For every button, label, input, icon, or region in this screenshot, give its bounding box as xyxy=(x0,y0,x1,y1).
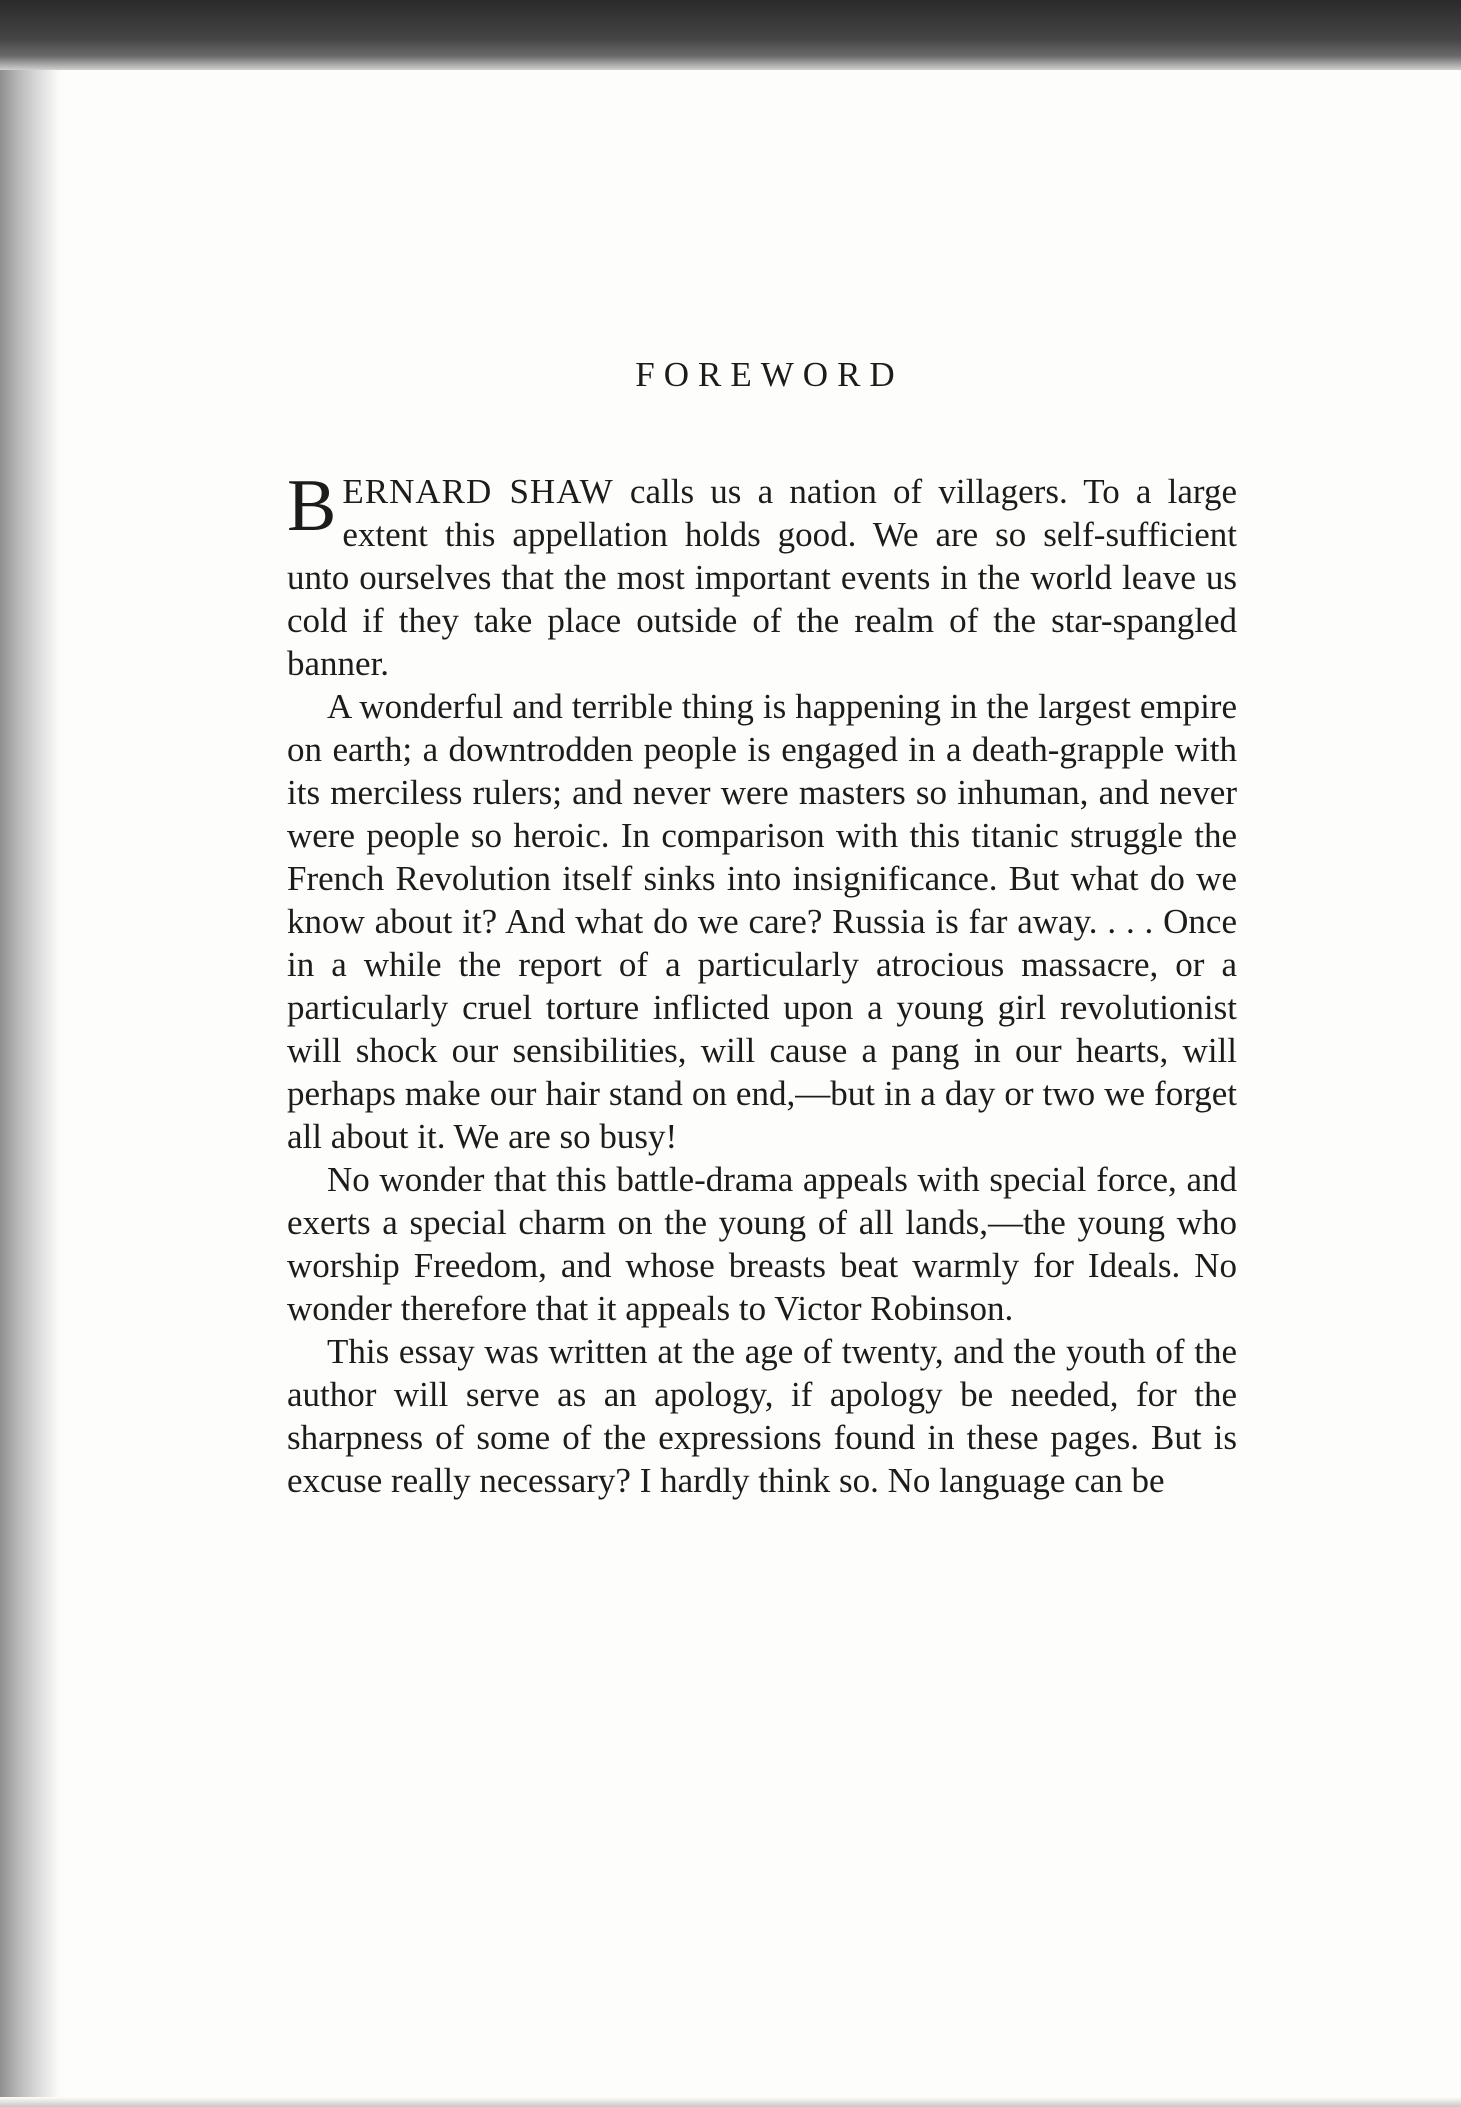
paragraph-4: This essay was written at the age of twenty, and the youth of the author will serve as an apology, if apology be needed, for the sharpness of some of the expressions found in these pages. But is excuse really necessary? I hardly think so. No language can be xyxy=(287,1332,1237,1500)
drop-cap: B xyxy=(287,465,337,547)
book-page xyxy=(287,355,1237,1502)
paragraph-3: No wonder that this battle-drama appeals with special force, and exerts a special charm on the young of all lands,—the young who worship Freedom, and whose breasts beat warmly for Ideals. No wonder therefore that it appeals to Victor Robinson. xyxy=(287,1160,1237,1328)
page-title: FOREWORD xyxy=(635,355,904,394)
scan-bottom-edge xyxy=(0,2097,1461,2107)
paragraph-1-text: calls us a nation of villagers. To a large extent this appellation holds good. We are so self-sufficient unto ourselves that the most important events in the world leave us cold if they take place outside of the realm of the star-spangled banner. xyxy=(287,472,1237,683)
scan-binding-shadow xyxy=(0,70,60,2107)
scan-top-border xyxy=(0,0,1461,70)
paragraph-1-lead: ERNARD SHAW xyxy=(342,472,614,511)
paragraph-2: A wonderful and terrible thing is happening in the largest empire on earth; a downtrodden people is engaged in a death-grapple with its merciless rulers; and never were masters so inhuman, and never were people so heroic. In comparison with this titanic struggle the French Revolution itself sinks into insignificance. But what do we know about it? And what do we care? Russia is far away. . . . Once in a while the report of a particularly atrocious massacre, or a particularly cruel torture inflicted upon a young girl revolutionist will shock our sensibilities, will cause a pang in our hearts, will perhaps make our hair stand on end,—but in a day or two we forget all about it. We are so busy! xyxy=(287,687,1237,1156)
paragraph-1 xyxy=(287,465,1237,685)
